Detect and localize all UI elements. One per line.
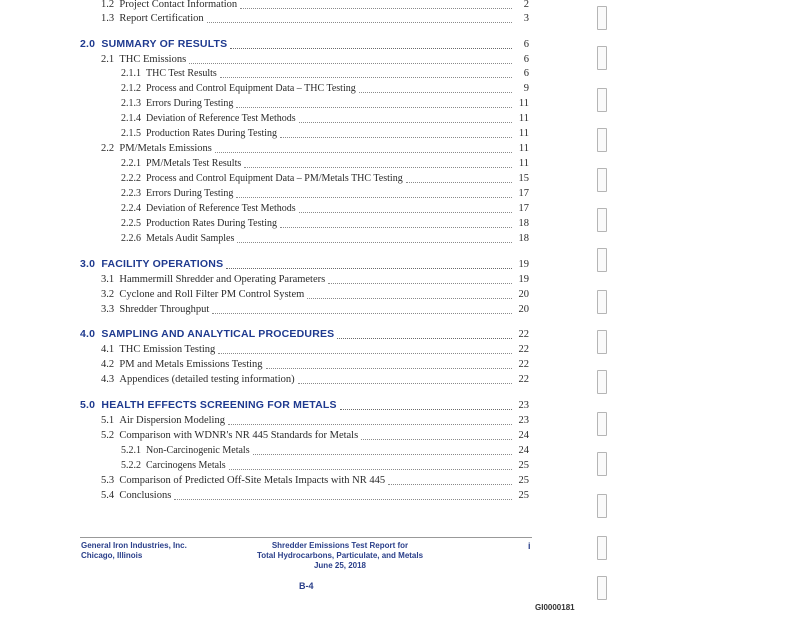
- toc-leader-dots: [240, 0, 512, 9]
- toc-entry: [0, 357, 540, 372]
- toc-entry-page: 6: [523, 54, 529, 65]
- toc-entry-title: 5.4 Conclusions: [101, 490, 172, 501]
- toc-leader-dots: [359, 81, 512, 93]
- toc-entry-page: 24: [518, 430, 529, 441]
- toc-entry-title: 3.2 Cyclone and Roll Filter PM Control System: [101, 289, 305, 300]
- toc-leader-dots: [253, 443, 512, 455]
- toc-entry: [0, 216, 540, 231]
- binder-tab: [597, 536, 607, 560]
- binder-tab: [597, 330, 607, 354]
- toc-entry-page: 11: [518, 158, 529, 169]
- binder-tab: [597, 88, 607, 112]
- toc-leader-dots: [236, 186, 512, 198]
- toc-entry-page: 3: [523, 13, 529, 24]
- binder-tab: [597, 128, 607, 152]
- toc-entry-page: 19: [518, 259, 529, 270]
- footer-company-city: Chicago, Illinois: [81, 551, 143, 560]
- toc-leader-dots: [230, 37, 512, 49]
- toc-entry-title: 2.2.1 PM/Metals Test Results: [121, 158, 242, 169]
- footer-company-name: General Iron Industries, Inc.: [81, 541, 187, 550]
- toc-entry: [0, 413, 540, 428]
- toc-entry-title: 1.2 Project Contact Information: [101, 0, 238, 10]
- footer-report-title: [240, 541, 440, 571]
- toc-entry-page: 22: [518, 359, 529, 370]
- toc-leader-dots: [298, 372, 512, 384]
- binder-tab: [597, 576, 607, 600]
- footer-report-line2: Total Hydrocarbons, Particulate, and Metals: [256, 551, 424, 560]
- binder-tab: [597, 290, 607, 314]
- toc-entry-page: 24: [518, 445, 529, 456]
- footer-page-roman: i: [528, 541, 531, 551]
- toc-entry-title: 2.1.4 Deviation of Reference Test Methods: [121, 113, 296, 124]
- toc-entry-title: 3.0 FACILITY OPERATIONS: [80, 258, 224, 270]
- toc-entry-title: 2.1.1 THC Test Results: [121, 68, 217, 79]
- footer-company: [81, 541, 187, 561]
- toc-leader-dots: [328, 272, 512, 284]
- toc-entry-page: 11: [518, 98, 529, 109]
- toc-entry-page: 6: [523, 68, 529, 79]
- toc-leader-dots: [220, 66, 512, 78]
- toc-entry: [0, 81, 540, 96]
- toc-entry-page: 23: [518, 415, 529, 426]
- toc-entry-page: 18: [518, 233, 529, 244]
- toc-leader-dots: [388, 473, 512, 485]
- binder-tab: [597, 412, 607, 436]
- toc-entry-page: 20: [518, 289, 529, 300]
- toc-entry-page: 20: [518, 304, 529, 315]
- toc-entry: [0, 398, 540, 413]
- toc-entry-page: 15: [518, 173, 529, 184]
- toc-entry-title: 3.3 Shredder Throughput: [101, 304, 210, 315]
- toc-leader-dots: [207, 11, 512, 23]
- toc-entry-title: 4.2 PM and Metals Emissions Testing: [101, 359, 263, 370]
- toc-entry-page: 9: [523, 83, 529, 94]
- toc-entry-title: 2.2.5 Production Rates During Testing: [121, 218, 278, 229]
- toc-leader-dots: [280, 216, 512, 228]
- toc-leader-dots: [215, 141, 512, 153]
- toc-leader-dots: [189, 52, 512, 64]
- toc-entry: [0, 473, 540, 488]
- toc-entry-page: 11: [518, 113, 529, 124]
- toc-leader-dots: [340, 398, 512, 410]
- footer-rule: [80, 537, 532, 538]
- toc-leader-dots: [280, 126, 512, 138]
- binder-tab: [597, 248, 607, 272]
- toc-entry: [0, 488, 540, 503]
- toc-entry-title: 4.1 THC Emission Testing: [101, 344, 216, 355]
- toc-entry-page: 23: [518, 400, 529, 411]
- toc-entry: [0, 428, 540, 443]
- toc-entry: [0, 458, 540, 473]
- toc-entry-title: 3.1 Hammermill Shredder and Operating Parameters: [101, 274, 326, 285]
- binder-tab: [597, 6, 607, 30]
- toc-entry-page: 22: [518, 374, 529, 385]
- toc-entry-title: 4.3 Appendices (detailed testing information): [101, 374, 295, 385]
- toc-leader-dots: [299, 201, 512, 213]
- toc-entry: [0, 443, 540, 458]
- toc-entry-title: 5.2.1 Non-Carcinogenic Metals: [121, 445, 250, 456]
- toc-entry: [0, 186, 540, 201]
- toc-entry-title: 4.0 SAMPLING AND ANALYTICAL PROCEDURES: [80, 328, 335, 340]
- toc-entry-title: 2.1.2 Process and Control Equipment Data – THC Testing: [121, 83, 356, 94]
- toc-entry-title: 5.1 Air Dispersion Modeling: [101, 415, 225, 426]
- toc-entry: [0, 257, 540, 272]
- toc-entry: [0, 372, 540, 387]
- toc-entry-title: 2.2.4 Deviation of Reference Test Methods: [121, 203, 296, 214]
- toc-entry: [0, 302, 540, 317]
- toc-leader-dots: [299, 111, 512, 123]
- toc-entry-page: 22: [518, 329, 529, 340]
- toc-entry: [0, 126, 540, 141]
- toc-leader-dots: [174, 488, 512, 500]
- toc-leader-dots: [229, 458, 512, 470]
- toc-entry: [0, 287, 540, 302]
- toc-entry-title: 2.2 PM/Metals Emissions: [101, 143, 212, 154]
- toc-entry-page: 11: [518, 143, 529, 154]
- toc-entry-title: 2.1 THC Emissions: [101, 54, 187, 65]
- toc-entry: [0, 111, 540, 126]
- toc-leader-dots: [266, 357, 512, 369]
- toc-entry-title: 2.1.3 Errors During Testing: [121, 98, 234, 109]
- toc-entry-title: 5.2 Comparison with WDNR's NR 445 Standards for Metals: [101, 430, 359, 441]
- toc-entry: [0, 11, 540, 26]
- toc-entry-title: 2.2.3 Errors During Testing: [121, 188, 234, 199]
- toc-entry-page: 25: [518, 460, 529, 471]
- toc-leader-dots: [226, 257, 512, 269]
- binder-tab: [597, 46, 607, 70]
- toc-entry: [0, 327, 540, 342]
- binder-tab: [597, 494, 607, 518]
- toc-entry-title: 5.3 Comparison of Predicted Off-Site Metals Impacts with NR 445: [101, 475, 386, 486]
- toc-entry-page: 25: [518, 475, 529, 486]
- toc-entry: [0, 231, 540, 246]
- toc-entry: [0, 37, 540, 52]
- toc-entry-title: 5.0 HEALTH EFFECTS SCREENING FOR METALS: [80, 399, 337, 411]
- toc-entry: [0, 156, 540, 171]
- binder-tab: [597, 208, 607, 232]
- toc-entry: [0, 141, 540, 156]
- toc-entry-title: 2.2.6 Metals Audit Samples: [121, 233, 235, 244]
- footer-report-line1: Shredder Emissions Test Report for: [271, 541, 409, 550]
- toc-entry: [0, 201, 540, 216]
- toc-entry-page: 11: [518, 128, 529, 139]
- toc-entry: [0, 272, 540, 287]
- toc-entry: [0, 171, 540, 186]
- toc-leader-dots: [337, 327, 512, 339]
- binder-tab: [597, 168, 607, 192]
- toc-entry: [0, 96, 540, 111]
- footer-page-label: B-4: [299, 581, 314, 591]
- toc-entry-title: 2.0 SUMMARY OF RESULTS: [80, 38, 228, 50]
- binder-tab: [597, 370, 607, 394]
- toc-leader-dots: [244, 156, 512, 168]
- toc-entry-title: 2.2.2 Process and Control Equipment Data – PM/Metals THC Testing: [121, 173, 403, 184]
- toc-entry-page: 18: [518, 218, 529, 229]
- toc-leader-dots: [361, 428, 512, 440]
- footer-report-date: June 25, 2018: [313, 561, 367, 570]
- toc-entry-page: 22: [518, 344, 529, 355]
- toc-entry-page: 19: [518, 274, 529, 285]
- toc-leader-dots: [406, 171, 512, 183]
- toc-entry-page: 6: [523, 39, 529, 50]
- toc-entry-title: 1.3 Report Certification: [101, 13, 204, 24]
- binder-tab: [597, 452, 607, 476]
- toc-leader-dots: [237, 231, 512, 243]
- toc-entry: [0, 52, 540, 67]
- toc-entry-page: 17: [518, 203, 529, 214]
- toc-entry-page: 17: [518, 188, 529, 199]
- toc-entry: [0, 66, 540, 81]
- toc-leader-dots: [218, 342, 512, 354]
- toc-entry-title: 5.2.2 Carcinogens Metals: [121, 460, 226, 471]
- bates-number: GI0000181: [535, 603, 575, 612]
- toc-entry-page: 2: [523, 0, 529, 10]
- toc-entry: [0, 342, 540, 357]
- toc-entry-page: 25: [518, 490, 529, 501]
- toc-leader-dots: [307, 287, 512, 299]
- toc-leader-dots: [212, 302, 512, 314]
- toc-leader-dots: [236, 96, 512, 108]
- toc-leader-dots: [228, 413, 512, 425]
- toc-entry-title: 2.1.5 Production Rates During Testing: [121, 128, 278, 139]
